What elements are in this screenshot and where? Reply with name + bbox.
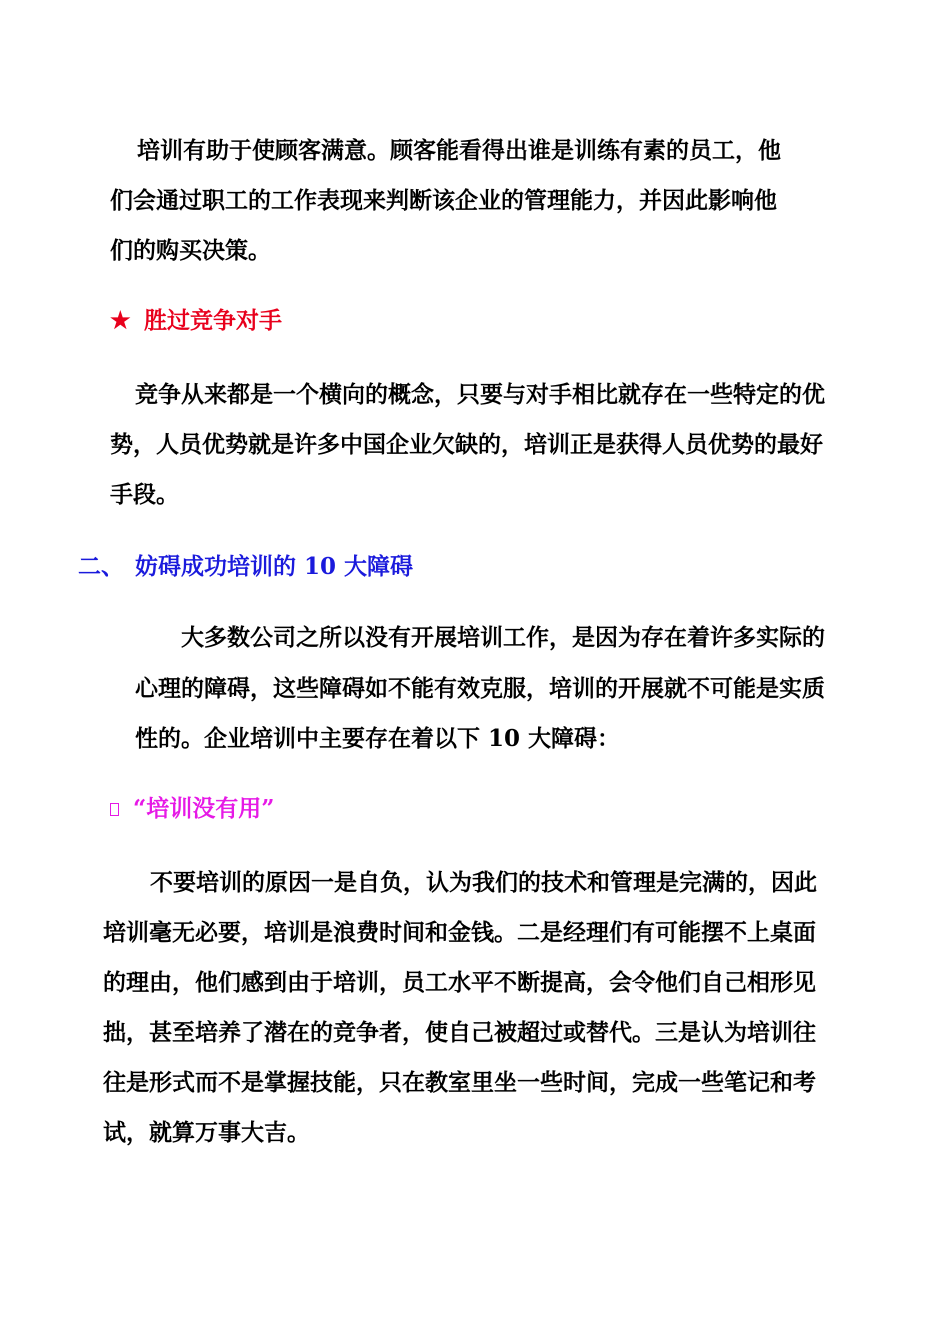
paragraph-line: 培训有助于使顾客满意。顾客能看得出谁是训练有素的员工，他 xyxy=(137,137,781,164)
paragraph-line: 大多数公司之所以没有开展培训工作，是因为存在着许多实际的 xyxy=(181,624,825,651)
paragraph-line: 性的。企业培训中主要存在着以下 10 大障碍： xyxy=(135,725,621,752)
paragraph-line: 们会通过职工的工作表现来判断该企业的管理能力，并因此影响他 xyxy=(110,187,777,214)
paragraph-line: 拙，甚至培养了潜在的竞争者，使自己被超过或替代。三是认为培训往 xyxy=(103,1019,816,1046)
paragraph-line: 势，人员优势就是许多中国企业欠缺的，培训正是获得人员优势的最好 xyxy=(110,431,823,458)
paragraph-line: 心理的障碍，这些障碍如不能有效克服，培训的开展就不可能是实质 xyxy=(135,675,825,702)
paragraph-line: 们的购买决策。 xyxy=(110,237,271,264)
paragraph-line: 试，就算万事大吉。 xyxy=(103,1119,310,1146)
section-number: 二、 xyxy=(78,553,124,580)
paragraph-line: 不要培训的原因一是自负，认为我们的技术和管理是完满的，因此 xyxy=(150,869,817,896)
subheading-title: 胜过竞争对手 xyxy=(144,307,282,334)
paragraph-line: 培训毫无必要，培训是浪费时间和金钱。二是经理们有可能摆不上桌面 xyxy=(103,919,816,946)
paragraph-line: 的理由，他们感到由于培训，员工水平不断提高，会令他们自己相形见 xyxy=(103,969,816,996)
star-icon: ★ xyxy=(110,307,131,334)
paragraph-line: 竞争从来都是一个横向的概念，只要与对手相比就存在一些特定的优 xyxy=(135,381,825,408)
section-title: 妨碍成功培训的 10 大障碍 xyxy=(135,553,414,580)
paragraph-line: 手段。 xyxy=(110,481,179,508)
bullet-icon xyxy=(110,803,119,816)
subheading-title: “培训没有用” xyxy=(133,795,275,822)
paragraph-line: 往是形式而不是掌握技能，只在教室里坐一些时间，完成一些笔记和考 xyxy=(103,1069,816,1096)
